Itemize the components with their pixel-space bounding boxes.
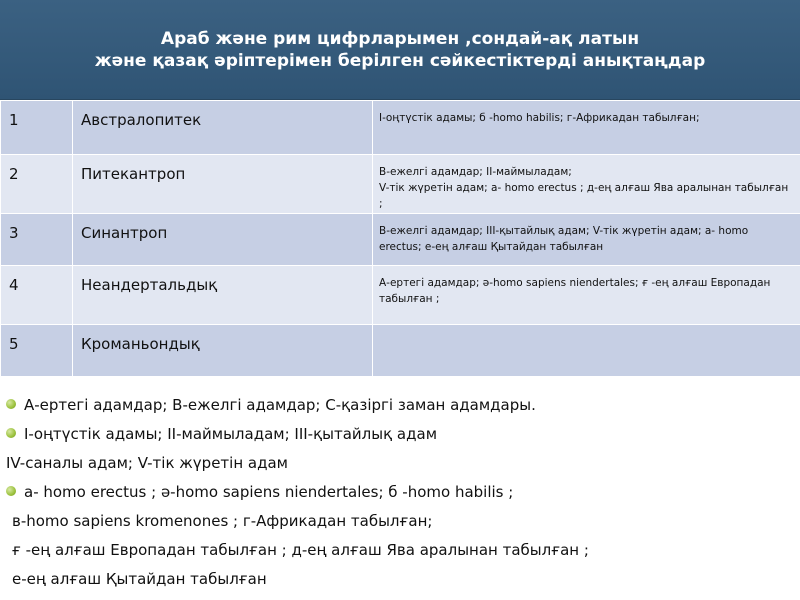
species-answer: I-оңтүстік адамы; б -homo habilis; г-Африкадан табылған; bbox=[379, 112, 700, 124]
table-row bbox=[1, 214, 800, 266]
species-name: Синантроп bbox=[81, 224, 168, 242]
table-row bbox=[1, 155, 800, 214]
species-name: Кроманьондық bbox=[81, 335, 200, 353]
list-item-text: а- homo erectus ; ә-homo sapiens niendertales; б -homo habilis ; bbox=[24, 483, 514, 501]
list-item-text: IV-саналы адам; V-тік жүретін адам bbox=[6, 454, 288, 472]
list-item bbox=[0, 391, 800, 420]
title-banner bbox=[0, 0, 800, 100]
row-number: 1 bbox=[9, 111, 19, 129]
list-item-text: I-оңтүстік адамы; II-маймыладам; III-қытайлық адам bbox=[24, 425, 438, 443]
list-item bbox=[0, 420, 800, 449]
row-number: 4 bbox=[9, 276, 19, 294]
list-item bbox=[0, 478, 800, 507]
list-item bbox=[0, 536, 800, 565]
list-item-text: е-ең алғаш Қытайдан табылған bbox=[12, 570, 267, 588]
list-item-text: в-homo sapiens kromenones ; г-Африкадан табылған; bbox=[12, 512, 433, 530]
bullet-dot-icon bbox=[6, 486, 16, 496]
species-answer: А-ертегі адамдар; ә-homo sapiens niendertales; ғ -ең алғаш Европадан табылған ; bbox=[379, 277, 771, 305]
table-row bbox=[1, 101, 800, 155]
title-line-1: Араб және рим цифрларымен ,сондай-ақ латын bbox=[160, 28, 640, 49]
answer-key-list bbox=[0, 381, 800, 600]
species-name: Австралопитек bbox=[81, 111, 202, 129]
row-number: 3 bbox=[9, 224, 19, 242]
list-item-text: ғ -ең алғаш Европадан табылған ; д-ең алғаш Ява аралынан табылған ; bbox=[12, 541, 589, 559]
list-item-text: А-ертегі адамдар; В-ежелгі адамдар; С-қазіргі заман адамдары. bbox=[24, 396, 536, 414]
bullet-dot-icon bbox=[6, 399, 16, 409]
matching-table bbox=[0, 100, 800, 377]
list-item bbox=[0, 565, 800, 594]
table-row bbox=[1, 325, 800, 377]
table-row bbox=[1, 266, 800, 325]
list-item bbox=[0, 449, 800, 478]
species-name: Питекантроп bbox=[81, 165, 186, 183]
bullet-dot-icon bbox=[6, 428, 16, 438]
title-line-2: және қазақ әріптерімен берілген сәйкестіктерді анықтаңдар bbox=[94, 50, 706, 71]
list-item bbox=[0, 507, 800, 536]
species-answer: В-ежелгі адамдар; III-қытайлық адам; V-тік жүретін адам; а- homo erectus; е-ең алғаш Қытайдан табылған bbox=[379, 225, 749, 253]
species-answer bbox=[373, 325, 800, 334]
species-name: Неандертальдық bbox=[81, 276, 218, 294]
row-number: 2 bbox=[9, 165, 19, 183]
species-answer: В-ежелгі адамдар; II-маймыладам; V-тік жүретін адам; а- homo erectus ; д-ең алғаш Ява аралынан табылған ; bbox=[379, 166, 789, 210]
row-number: 5 bbox=[9, 335, 19, 353]
